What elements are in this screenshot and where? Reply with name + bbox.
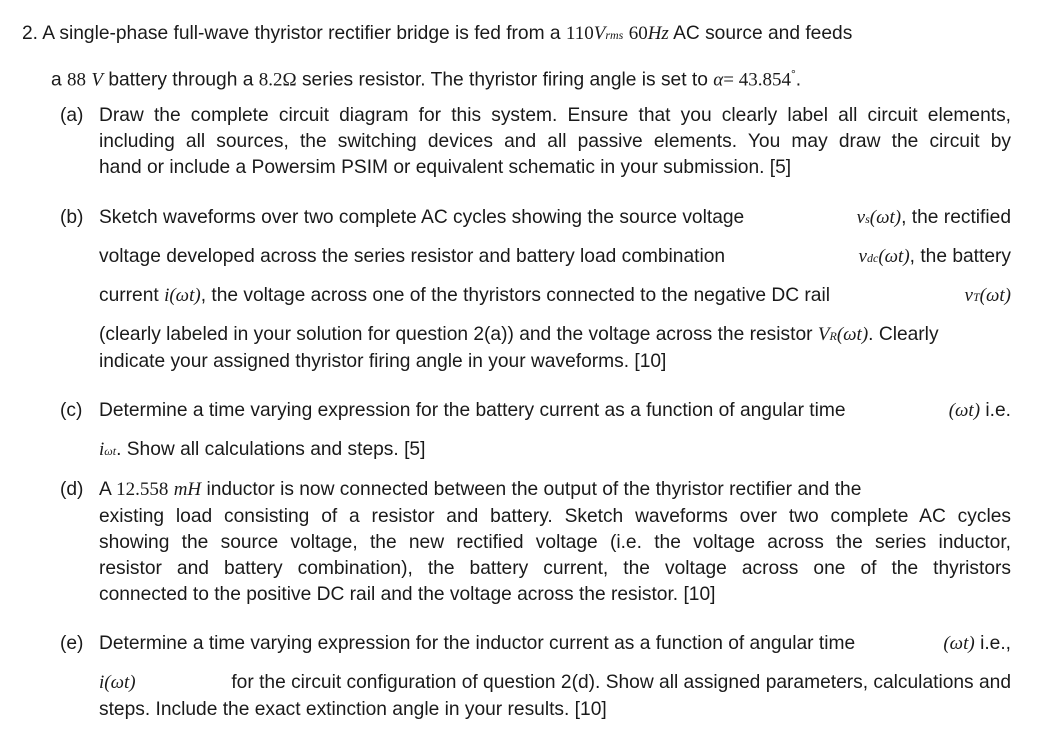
alpha-symbol: α: [713, 69, 724, 91]
vdc-symbol: v: [858, 246, 867, 267]
battery-voltage: 88: [67, 69, 87, 91]
part-d-line-5: connected to the positive DC rail and the voltage across the resistor. [10]: [99, 584, 716, 605]
part-e-line-1: [99, 632, 1011, 656]
source-voltage: 110: [565, 23, 594, 44]
omega-t: (ωt): [943, 633, 975, 654]
part-e-text: Determine a time varying expression for the inductor current as a function of angular time: [99, 633, 856, 654]
omega-t: (ωt): [836, 324, 869, 345]
i-omega-t-symbol: i: [99, 439, 105, 460]
part-d-line-1: [99, 478, 1011, 502]
part-c-line-2: [99, 438, 425, 463]
omega-t: (ωt): [948, 400, 981, 421]
part-e-text: for the circuit configuration of question 2(d). Show all assigned parameters, calculations and: [231, 672, 1011, 693]
part-d-label: (d): [60, 479, 84, 500]
question-intro-line-2: [51, 62, 801, 92]
vr-symbol: V: [817, 324, 830, 345]
source-voltage-unit: V: [593, 23, 606, 44]
part-b-line-1: [99, 206, 1011, 231]
part-b-line-2: [99, 245, 1011, 270]
firing-angle: = 43.854: [723, 69, 791, 91]
part-b-line-5: indicate your assigned thyristor firing angle in your waveforms. [10]: [99, 351, 667, 372]
part-d-text: inductor is now connected between the output of the thyristor rectifier and the: [206, 479, 862, 500]
intro-text: series resistor. The thyristor firing angle is set to: [301, 69, 708, 91]
part-d-line-4: resistor and battery combination), the battery current, the voltage across one of the thyristors: [99, 558, 1011, 579]
part-b-text: Sketch waveforms over two complete AC cycles showing the source voltage: [99, 207, 745, 228]
source-frequency-unit: Hz: [647, 23, 669, 44]
part-b-label: (b): [60, 207, 84, 228]
intro-text: .: [795, 69, 802, 91]
part-b-text: voltage developed across the series resistor and battery load combination: [99, 246, 726, 267]
intro-text: a: [51, 69, 62, 91]
series-resistor-value: 8.2Ω: [258, 69, 297, 91]
source-frequency: 60: [628, 23, 648, 44]
part-c-text: Determine a time varying expression for the battery current as a function of angular time: [99, 400, 846, 421]
part-b-text: current: [99, 285, 159, 306]
part-d-line-3: showing the source voltage, the new rectified voltage (i.e. the voltage across the series inductor,: [99, 532, 1011, 553]
intro-text: AC source and feeds: [673, 23, 853, 44]
part-b-line-3: [99, 284, 1011, 309]
part-a-line-2: including all sources, the switching devices and all passive elements. You may draw the circuit by: [99, 131, 1011, 152]
part-d-text: A: [99, 479, 111, 500]
question-intro-line-1: [22, 22, 852, 47]
inductor-value: 12.558: [116, 479, 169, 500]
omega-t: (ωt): [979, 285, 1011, 306]
part-e-text: i.e.,: [980, 633, 1011, 654]
degree-symbol: °: [790, 67, 796, 81]
inductor-unit: mH: [173, 479, 202, 500]
part-b-text: (clearly labeled in your solution for question 2(a)) and the voltage across the resistor: [99, 324, 813, 345]
part-b-text: , the voltage across one of the thyristors connected to the negative DC rail: [200, 285, 830, 306]
part-a-line-1: Draw the complete circuit diagram for this system. Ensure that you clearly label all circuit elements,: [99, 105, 1011, 126]
part-b-text: , the rectified: [901, 207, 1011, 228]
source-voltage-subscript: rms: [605, 28, 624, 42]
part-e-line-2: [99, 671, 1011, 695]
part-a-label: (a): [60, 105, 84, 126]
part-d-line-2: existing load consisting of a resistor and battery. Sketch waveforms over two complete AC cycles: [99, 506, 1011, 527]
part-c-text: i.e.: [985, 400, 1011, 421]
part-e-label: (e): [60, 633, 84, 654]
part-c-label: (c): [60, 400, 83, 421]
part-c-line-1: [99, 399, 1011, 423]
vs-symbol: v: [856, 207, 866, 228]
part-b-text: . Clearly: [868, 324, 939, 345]
omega-t: (ωt): [869, 207, 902, 228]
vt-subscript: T: [972, 290, 980, 304]
question-number: 2.: [22, 23, 39, 44]
intro-text: battery through a: [108, 69, 254, 91]
part-b-line-4: [99, 323, 1011, 348]
vdc-subscript: dc: [866, 251, 879, 265]
omega-t: (ωt): [878, 246, 910, 267]
battery-voltage-unit: V: [91, 69, 103, 91]
i-symbol: i: [164, 285, 170, 306]
part-c-text: . Show all calculations and steps. [5]: [116, 439, 426, 460]
intro-text: A single-phase full-wave thyristor rectifier bridge is fed from a: [42, 23, 561, 44]
vs-subscript: s: [865, 212, 870, 226]
vt-symbol: v: [964, 285, 973, 306]
part-a-line-3: hand or include a Powersim PSIM or equivalent schematic in your submission. [5]: [99, 157, 792, 178]
part-b-text: , the battery: [909, 246, 1011, 267]
part-e-line-3: steps. Include the exact extinction angle in your results. [10]: [99, 699, 607, 720]
omega-t: (ωt): [169, 285, 201, 306]
i-omega-t-subscript: ωt: [104, 444, 117, 458]
i-omega-t-symbol: i(ωt): [99, 672, 136, 693]
vr-subscript: R: [829, 329, 837, 343]
